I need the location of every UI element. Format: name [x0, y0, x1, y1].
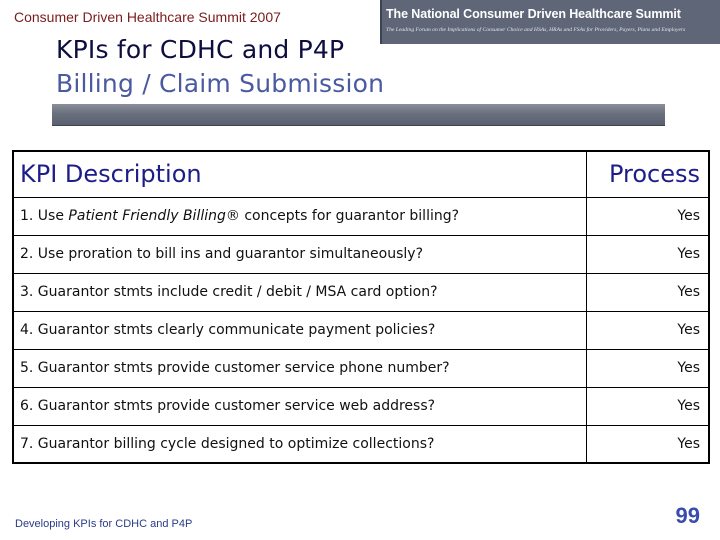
slide-subtitle: Billing / Claim Submission — [56, 69, 385, 98]
process-cell: Yes — [586, 349, 709, 387]
table-row — [13, 197, 709, 235]
process-cell: Yes — [586, 311, 709, 349]
kpi-description-cell — [13, 235, 586, 273]
table-row — [13, 387, 709, 425]
kpi-description-header: KPI Description — [13, 151, 586, 197]
summit-banner — [380, 0, 720, 44]
table-header-row — [13, 151, 709, 197]
table-row — [13, 425, 709, 463]
process-cell: Yes — [586, 425, 709, 463]
kpi-text: 4. Guarantor stmts clearly communicate payment policies? — [20, 322, 436, 338]
table-row — [13, 349, 709, 387]
kpi-text-suffix: concepts for guarantor billing? — [239, 208, 460, 224]
process-cell: Yes — [586, 387, 709, 425]
process-cell: Yes — [586, 273, 709, 311]
kpi-description-cell — [13, 197, 586, 235]
kpi-emphasis: Patient Friendly Billing® — [68, 208, 240, 224]
page-number: 99 — [675, 503, 700, 528]
slide-title: KPIs for CDHC and P4P — [56, 35, 345, 64]
process-header: Process — [586, 151, 709, 197]
table-row — [13, 235, 709, 273]
kpi-description-cell — [13, 425, 586, 463]
kpi-text: 6. Guarantor stmts provide customer service web address? — [20, 398, 436, 414]
footer-label: Developing KPIs for CDHC and P4P — [15, 518, 193, 530]
kpi-table — [12, 150, 710, 464]
kpi-text: 1. Use — [20, 208, 69, 224]
conference-label: Consumer Driven Healthcare Summit 2007 — [14, 9, 281, 25]
title-divider-bar — [52, 104, 665, 126]
kpi-description-cell — [13, 387, 586, 425]
kpi-description-cell — [13, 349, 586, 387]
kpi-text: 7. Guarantor billing cycle designed to optimize collections? — [20, 435, 435, 452]
banner-title: The National Consumer Driven Healthcare Summit — [386, 7, 681, 21]
banner-subtitle: The Leading Forum on the Implications of Consumer Choice and HSAs, HRAs and FSAs for Providers, Payers, Plans and Employers — [386, 27, 686, 33]
kpi-description-cell — [13, 273, 586, 311]
process-cell: Yes — [586, 235, 709, 273]
table-row — [13, 273, 709, 311]
process-cell: Yes — [586, 197, 709, 235]
kpi-text: 5. Guarantor stmts provide customer service phone number? — [20, 360, 450, 376]
kpi-description-cell — [13, 311, 586, 349]
kpi-text: 3. Guarantor stmts include credit / debit / MSA card option? — [20, 284, 438, 300]
table-row — [13, 311, 709, 349]
kpi-text: 2. Use proration to bill ins and guarantor simultaneously? — [20, 246, 424, 262]
